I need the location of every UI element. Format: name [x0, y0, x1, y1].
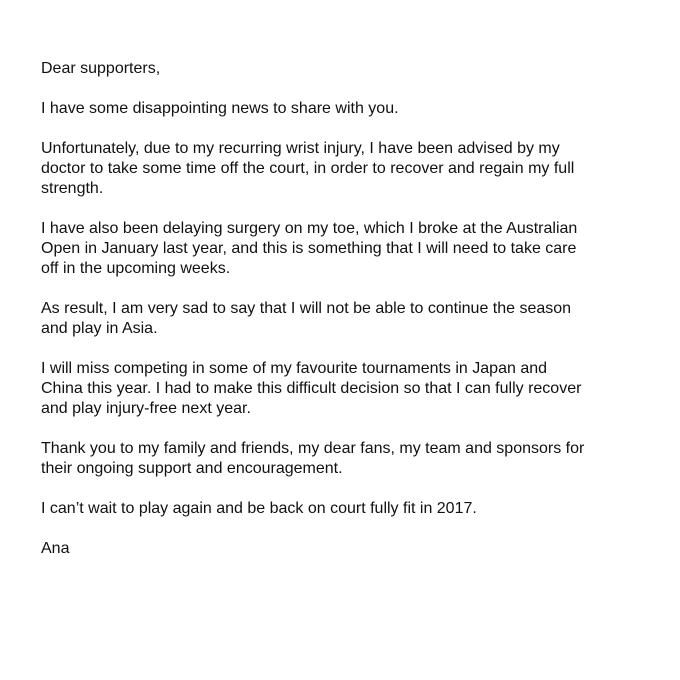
paragraph-tournaments: I will miss competing in some of my favourite tournaments in Japan and China this year. I had to make this difficult decision so that I can fully recover and play injury-free next year. — [41, 360, 582, 417]
paragraph-thanks: Thank you to my family and friends, my dear fans, my team and sponsors for their ongoing support and encouragement. — [41, 440, 585, 477]
paragraph-return: I can’t wait to play again and be back on court fully fit in 2017. — [41, 500, 477, 517]
paragraph-toe-surgery: I have also been delaying surgery on my toe, which I broke at the Australian Open in January last year, and this is something that I will need to take care off in the upcoming weeks. — [41, 220, 578, 277]
paragraph-wrist-injury: Unfortunately, due to my recurring wrist injury, I have been advised by my doctor to take some time off the court, in order to recover and regain my full strength. — [41, 140, 575, 197]
letter-body — [41, 59, 666, 559]
paragraph-season-end: As result, I am very sad to say that I will not be able to continue the season and play in Asia. — [41, 300, 572, 337]
greeting: Dear supporters, — [41, 60, 161, 77]
paragraph-announcement: I have some disappointing news to share with you. — [41, 100, 399, 117]
signature: Ana — [41, 540, 70, 557]
